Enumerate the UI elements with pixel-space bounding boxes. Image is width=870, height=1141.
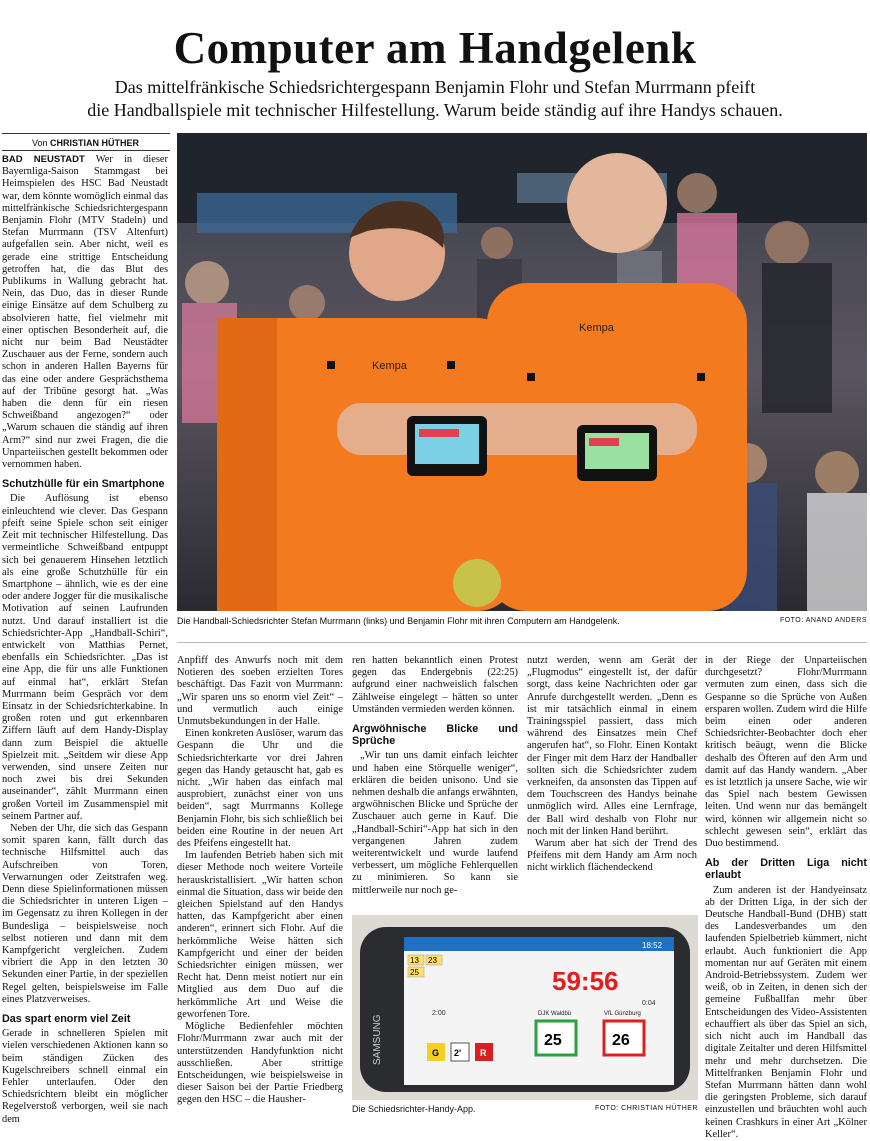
paragraph: „Wir tun uns damit einfach leichter und haben eine Störquelle weniger“, erklären die beiden unisono. Und sie nehmen deshalb die anfangs erwähnten, argwöhnischen Blicke und Sprüche der Zuschauer auch gerne in Kauf. Die „Handball-Schiri“-App hat sich in den vergangenen Jahren zudem weiterentwickelt und wurde laufend verbessert, um mögliche Fehlerquellen zu minimieren. So kann sie mittlerweile nur noch ge-: [352, 750, 518, 896]
photo-caption: [177, 616, 867, 626]
paragraph: Die Auflösung ist ebenso einleuchtend wie clever. Das Gespann pfeift seine Spiele schon seit einiger Zeit mit technischer Hilfestellung. Das vermeintliche Schweißband entpuppt sich bei genauerem Hinsehen letztlich als eine große Schutzhülle für ein Smartphone – ähnlich, wie es der eine oder andere Jogger für die musikalische Motivation auf seinen Laufrunden nutzt. Und darauf installiert ist die Schiedsrichter-App „Handball-Schiri“, entwickelt von Matthias Pernet, ebenfalls ein Schiedsrichter. „Das ist eine App, die für uns alle Funktionen auf einmal hat“, erklärt Stefan Murrmann beim Gespräch vor dem Einsatz in der Schiedsrichterkabine. In großen roten und gut erkennbaren Ziffern läuft auf dem Handy-Display dann zum Beispiel die aktuelle Spielzeit mit. „Seitdem wir diese App verwenden, sind unsere Zeiten nur noch zwei bis drei Sekunden auseinander“, zählt Murrmann einen großen Vorteil im Zusammenspiel mit seinem Partner auf.: [2, 493, 168, 822]
paragraph: in der Riege der Unparteiischen durchgesetzt? Flohr/Murrmann vermuten zum einen, dass sich die Gespanne so die Sprüche von Außen ersparen wollen. Zudem wird die Hilfe beim einen oder anderen Schiedsrichter-Beobachter doch eher kritisch beäugt, wenn die Blicke deshalb des Öfteren auf den Arm und damit auf das Handy wandern. „Aber es ist letztlich ja unsere Sache, wie wir das Spiel nach bestem Gewissen leiten. Und wenn nur das bemängelt wird, können wir allgemein nicht so schlecht gewesen sein“, erklärt das Duo bestimmend.: [705, 655, 867, 850]
byline-author: CHRISTIAN HÜTHER: [50, 138, 140, 148]
red-card-button[interactable]: R: [480, 1048, 487, 1058]
dateline: BAD NEUSTADT: [2, 154, 85, 165]
paragraph: Neben der Uhr, die sich das Gespann somit sparen kann, fällt durch das technische Hilfsmittel auch das Aufschreiben von Toren, Verwarnungen oder Zeitstrafen weg. Denn diese Spielinformationen müssen die Schiedsrichter in unteren Ligen – im Gegensatz zu ihren Kollegen in der Bundesliga – beispielsweise noch selbst notieren und dann mit dem Kampfgericht vergleichen. Zudem vibriert die App in den letzten 30 Sekunden einer Partie, in der speziellen Regel gelten, beispielsweise im Falle eines Platzverweises.: [2, 822, 168, 1005]
wrist-phone-left: [407, 416, 487, 476]
referees-photo: [177, 133, 867, 611]
headline: Computer am Handgelenk: [173, 23, 697, 73]
paragraph: Zum anderen ist der Handyeinsatz ab der Dritten Liga, in der sich der Deutsche Handball-Bund (DHB) statt des Landesverbandes um den laufenden Spielbetrieb kümmert, nicht erlaubt. Auch funktioniert die App momentan nur auf Geräten mit einem Android-Betriebssystem. Zudem wer weiß, ob in Zeiten, in denen sich der gemeine Fußballfan mehr über Entscheidungen des Video-Assistenten echauffiert als über das Spiel an sich, sich nicht auch im Handball das digitale Zeitalter und deren Hilfsmittel mehr und mehr durchsetzen. Die Mittelfranken Benjamin Flohr und Stefan Murrmann hätten dann wohl die geringsten Probleme, sich darauf einzustellen und bräuchten wohl auch keinen Crashkurs in einer Art „Kölner Keller“.: [705, 884, 867, 1140]
article-column-3: [352, 655, 518, 897]
article-column-2: [177, 655, 343, 1107]
paragraph: nutzt werden, wenn am Gerät der „Flugmodus“ eingestellt ist, der dafür sorgt, dass keine Nachrichten oder gar Anrufe durchgestellt werden. „Denn es ist mir tatsächlich einmal in einem Trainingsspiel passiert, dass mich während des Einsatzes mein Chef angerufen hat“, so Flohr. Einen Kontakt der Finger mit dem Harz der Handballer sollten sich die Schiedsrichter zudem verkneifen, da ansonsten das Tippen auf dem Touchscreen des Handys beinahe unmöglich wird. Alles eine Lernfrage, der Ball wird deshalb von Flohr nur noch mit der linken Hand berührt.: [527, 655, 697, 837]
main-photo: [177, 133, 867, 611]
app-count-b: 23: [428, 956, 437, 965]
yellow-card-button[interactable]: G: [432, 1048, 440, 1058]
article-column-1: [2, 154, 168, 1126]
paragraph: Einen konkreten Auslöser, warum das Gespann die Uhr und die Schiedsrichterkarte vor drei Jahren gegen das Handy getauscht hat, gab es nicht. „Wir haben das einfach mal ausprobiert, zunächst einer von uns beiden“, sagt Murrmanns Kollege Benjamin Flohr, bis sich schließlich bei beiden eine Routine in der neuen Art des Pfeifens eingestellt hat.: [177, 728, 343, 850]
shirt-logo-left: Kempa: [372, 360, 407, 372]
app-count-c: 25: [410, 968, 419, 977]
article-column-5: [705, 655, 867, 1141]
app-clock: 59:56: [552, 966, 619, 996]
paragraph: Im laufenden Betrieb haben sich mit dieser Methode noch weitere Vorteile herauskristallisiert. „Wir hatten schon einmal die Situation, dass wir beide den gleichen Spielstand auf den Handys hatten, das Kampfgericht aber einen anderen“, erinnert sich Flohr. Auf die herkömmliche Weise hätten sich Kampfgericht und einer der beiden Schiedsrichter einigen müssen, wer Recht hat. Denn meist notiert nur ein Mitglied aus dem Duo auf die herkömmliche Art und Weise die geworfenen Tore.: [177, 850, 343, 1020]
app-screenshot: [352, 915, 698, 1100]
photo-credit: FOTO: ANAND ANDERS: [779, 617, 867, 624]
photo-caption-text: Die Handball-Schiedsrichter Stefan Murrmann (links) und Benjamin Flohr mit ihren Computern am Handgelenk.: [177, 616, 620, 626]
subhead-line-2: die Handballspiele mit technischer Hilfestellung. Warum beide ständig auf ihre Handys schauen.: [87, 100, 783, 120]
phone-brand: SAMSUNG: [372, 1014, 383, 1065]
subhead-line-1: Das mittelfränkische Schiedsrichtergespann Benjamin Flohr und Stefan Murrmann pfeift: [114, 77, 756, 97]
paragraph: Warum aber hat sich der Trend des Pfeifens mit dem Handy am Arm noch nicht wirklich flächendeckend: [527, 838, 697, 874]
score-away[interactable]: 26: [612, 1032, 630, 1049]
paragraph: Anpfiff des Anwurfs noch mit dem Notieren des soeben erzielten Tores beschäftigt. Das Fazit von Murrmann: „Wir sparen uns so enorm viel Zeit“ – und vermutlich auch einige Unmutsbekundungen in der Halle.: [177, 655, 343, 728]
phone-caption-text: Die Schiedsrichter-Handy-App.: [352, 1104, 476, 1114]
paragraph: Mögliche Bedienfehler möchten Flohr/Murrmann zwar auch mit der unterstützenden Handyfunktion nicht ausschließen. Aber strittige Entscheidungen, wie beispielsweise in dieser Saison bei der Partie Friedberg gegen den HSC – die Hausher-: [177, 1021, 343, 1106]
divider: [177, 642, 867, 643]
phone-photo: [352, 915, 698, 1100]
byline-prefix: Von: [32, 138, 48, 148]
subheading: Schutzhülle für ein Smartphone: [2, 478, 165, 491]
byline: [2, 133, 170, 151]
paragraph: Gerade in schnelleren Spielen mit vielen verschiedenen Aktionen kann so beim ständigen Zücken des Kugelschreibers schnell einmal ein Fehler unterlaufen. Oder den Schiedsrichtern bleibt ein möglicher Regelverstoß verborgen, weil sie nach dem: [2, 1028, 168, 1125]
subheadline: [40, 76, 830, 122]
app-subtime-2: 0:04: [642, 1000, 656, 1007]
team-away: VfL Günzburg: [604, 1011, 641, 1017]
paragraph-text: Wer in dieser Bayernliga-Saison Stammgast bei Heimspielen des HSC Bad Neustadt war, dem könnte womöglich einmal das mittelfränkische Schiedsrichtergespann Benjamin Flohr (MTV Stadeln) und Stefan Murrmann (TSV Altenfurt) aufgefallen sein. Aber nicht, weil es gerade eine strittige Entscheidung getroffen hat, die das Blut des Publikums in Wallung gebracht hat. Nein, das Duo, das in dieser Runde einige Einsätze auf dem Schulberg zu absolvieren hatte, fiel vielmehr mit einer optischen Besonderheit auf, die nicht nur beim Bad Neustädter Zuschauer aus der Ferne, sondern auch schon in anderen Hallen Bayerns für das eine oder andere Gesprächsthema auf der Tribüne gesorgt hat. „Was haben die denn für ein riesen Schweißband angezogen?“ oder „Warum schauen die ständig auf ihren Arm?“ sind nur zwei Fragen, die die Unparteiischen gestellt bekommen oder vernommen haben.: [2, 154, 168, 471]
wrist-phone-right: [577, 425, 657, 481]
phone-credit: FOTO: CHRISTIAN HÜTHER: [594, 1105, 698, 1112]
app-subtime: 2:00: [432, 1010, 446, 1017]
article-column-4: [527, 655, 697, 875]
team-home: DJK Waldbü: [538, 1011, 572, 1017]
subheading: Argwöhnische Blicke und Sprüche: [352, 723, 518, 748]
phone-caption: [352, 1104, 698, 1114]
subheading: Ab der Dritten Liga nicht erlaubt: [705, 857, 867, 882]
subheading: Das spart enorm viel Zeit: [2, 1013, 131, 1026]
app-count-a: 13: [410, 956, 419, 965]
status-time: 18:52: [642, 941, 663, 950]
paragraph: [2, 154, 168, 471]
score-home[interactable]: 25: [544, 1032, 562, 1049]
paragraph: ren hatten bekanntlich einen Protest gegen das Endergebnis (22:25) aufgrund einer nachweislich falschen Zählweise eingelegt – hätten so unter Umständen vermieden werden können.: [352, 655, 518, 715]
two-minute-button[interactable]: 2': [454, 1048, 462, 1058]
shirt-logo-right: Kempa: [579, 322, 614, 334]
